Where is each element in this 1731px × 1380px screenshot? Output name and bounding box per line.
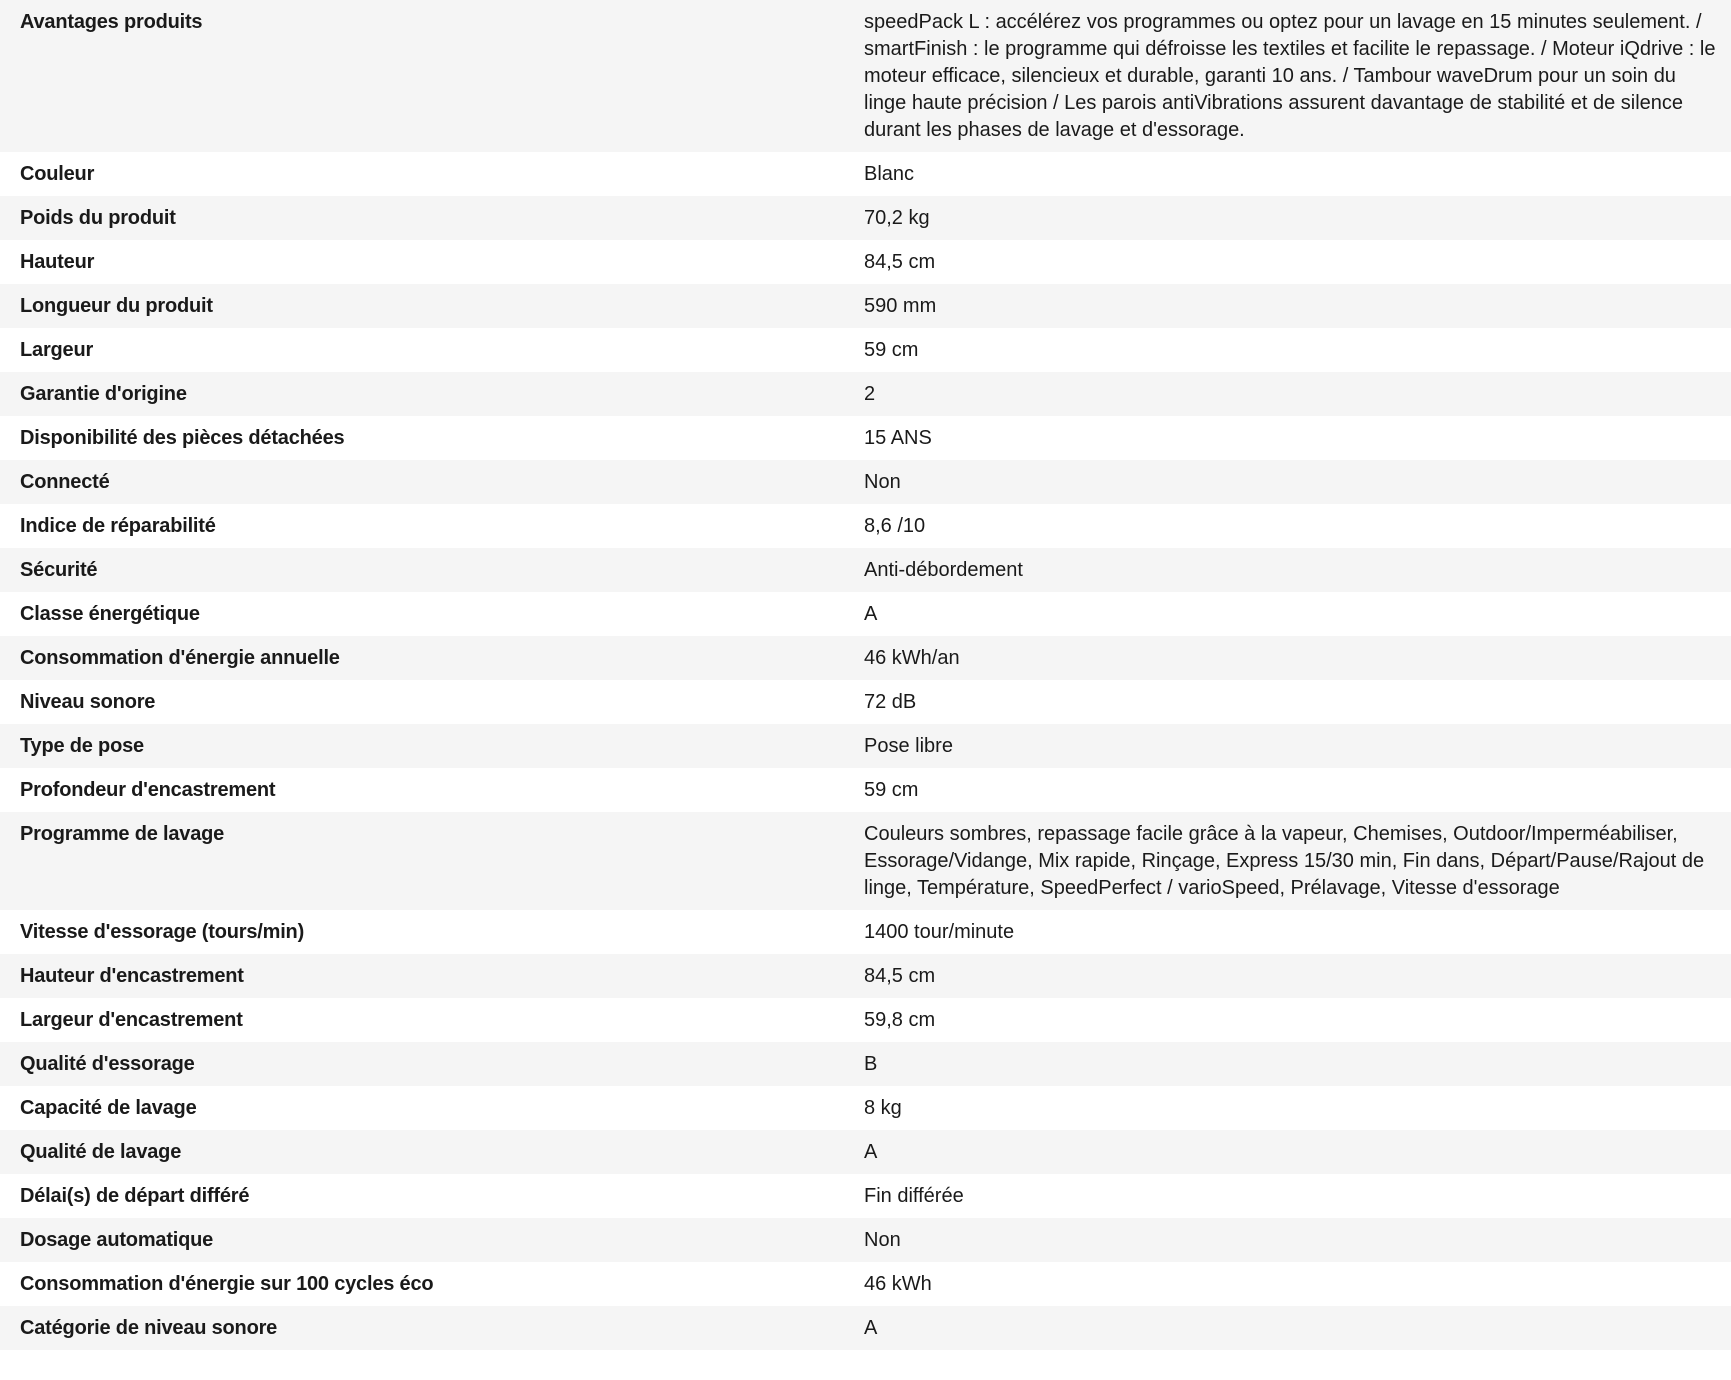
spec-value: 46 kWh	[845, 1262, 1731, 1306]
spec-row	[0, 460, 1731, 504]
spec-row	[0, 0, 1731, 152]
spec-label: Dosage automatique	[0, 1218, 845, 1262]
spec-row	[0, 1086, 1731, 1130]
spec-row	[0, 1130, 1731, 1174]
spec-value: 15 ANS	[845, 416, 1731, 460]
spec-label: Garantie d'origine	[0, 372, 845, 416]
spec-row	[0, 680, 1731, 724]
spec-row	[0, 328, 1731, 372]
spec-value: speedPack L : accélérez vos programmes ou optez pour un lavage en 15 minutes seulement. / smartFinish : le programme qui défroisse les textiles et facilite le repassage. / Moteur iQdrive : le moteur efficace, silencieux et durable, garanti 10 ans. / Tambour waveDrum pour un soin du linge haute précision / Les parois antiVibrations assurent davantage de stabilité et de silence durant les phases de lavage et d'essorage.	[845, 0, 1731, 152]
spec-row	[0, 1306, 1731, 1350]
spec-value: A	[845, 1130, 1731, 1174]
spec-label: Avantages produits	[0, 0, 845, 152]
spec-value: A	[845, 592, 1731, 636]
spec-row	[0, 372, 1731, 416]
spec-row	[0, 240, 1731, 284]
spec-row	[0, 416, 1731, 460]
spec-row	[0, 1218, 1731, 1262]
spec-label: Type de pose	[0, 724, 845, 768]
spec-label: Disponibilité des pièces détachées	[0, 416, 845, 460]
spec-row	[0, 284, 1731, 328]
spec-value: 8 kg	[845, 1086, 1731, 1130]
spec-label: Hauteur	[0, 240, 845, 284]
spec-value: 59 cm	[845, 328, 1731, 372]
spec-value: 84,5 cm	[845, 240, 1731, 284]
spec-row	[0, 724, 1731, 768]
spec-row	[0, 1042, 1731, 1086]
spec-label: Longueur du produit	[0, 284, 845, 328]
spec-label: Niveau sonore	[0, 680, 845, 724]
spec-value: 72 dB	[845, 680, 1731, 724]
spec-row	[0, 910, 1731, 954]
spec-label: Largeur	[0, 328, 845, 372]
spec-label: Délai(s) de départ différé	[0, 1174, 845, 1218]
spec-row	[0, 954, 1731, 998]
spec-value: 590 mm	[845, 284, 1731, 328]
spec-label: Consommation d'énergie annuelle	[0, 636, 845, 680]
spec-row	[0, 1262, 1731, 1306]
spec-row	[0, 152, 1731, 196]
spec-label: Couleur	[0, 152, 845, 196]
spec-value: 2	[845, 372, 1731, 416]
spec-row	[0, 196, 1731, 240]
spec-row	[0, 548, 1731, 592]
spec-value: 46 kWh/an	[845, 636, 1731, 680]
spec-row	[0, 998, 1731, 1042]
spec-value: Non	[845, 460, 1731, 504]
spec-row	[0, 812, 1731, 910]
spec-label: Capacité de lavage	[0, 1086, 845, 1130]
spec-row	[0, 504, 1731, 548]
spec-value: A	[845, 1306, 1731, 1350]
spec-value: 84,5 cm	[845, 954, 1731, 998]
spec-label: Connecté	[0, 460, 845, 504]
spec-value: B	[845, 1042, 1731, 1086]
spec-label: Indice de réparabilité	[0, 504, 845, 548]
spec-value: 59,8 cm	[845, 998, 1731, 1042]
spec-value: 1400 tour/minute	[845, 910, 1731, 954]
spec-row	[0, 636, 1731, 680]
spec-label: Qualité d'essorage	[0, 1042, 845, 1086]
spec-label: Sécurité	[0, 548, 845, 592]
spec-value: 70,2 kg	[845, 196, 1731, 240]
spec-label: Largeur d'encastrement	[0, 998, 845, 1042]
spec-value: Anti-débordement	[845, 548, 1731, 592]
spec-label: Classe énergétique	[0, 592, 845, 636]
spec-value: 59 cm	[845, 768, 1731, 812]
spec-value: Non	[845, 1218, 1731, 1262]
spec-row	[0, 1174, 1731, 1218]
spec-value: Blanc	[845, 152, 1731, 196]
spec-label: Qualité de lavage	[0, 1130, 845, 1174]
spec-value: Pose libre	[845, 724, 1731, 768]
spec-label: Programme de lavage	[0, 812, 845, 910]
spec-label: Vitesse d'essorage (tours/min)	[0, 910, 845, 954]
spec-row	[0, 768, 1731, 812]
spec-label: Profondeur d'encastrement	[0, 768, 845, 812]
spec-value: Fin différée	[845, 1174, 1731, 1218]
spec-label: Consommation d'énergie sur 100 cycles éco	[0, 1262, 845, 1306]
spec-label: Poids du produit	[0, 196, 845, 240]
spec-label: Catégorie de niveau sonore	[0, 1306, 845, 1350]
spec-value: Couleurs sombres, repassage facile grâce à la vapeur, Chemises, Outdoor/Imperméabiliser, Essorage/Vidange, Mix rapide, Rinçage, Express 15/30 min, Fin dans, Départ/Pause/Rajout de linge, Température, SpeedPerfect / varioSpeed, Prélavage, Vitesse d'essorage	[845, 812, 1731, 910]
spec-value: 8,6 /10	[845, 504, 1731, 548]
spec-label: Hauteur d'encastrement	[0, 954, 845, 998]
spec-row	[0, 592, 1731, 636]
